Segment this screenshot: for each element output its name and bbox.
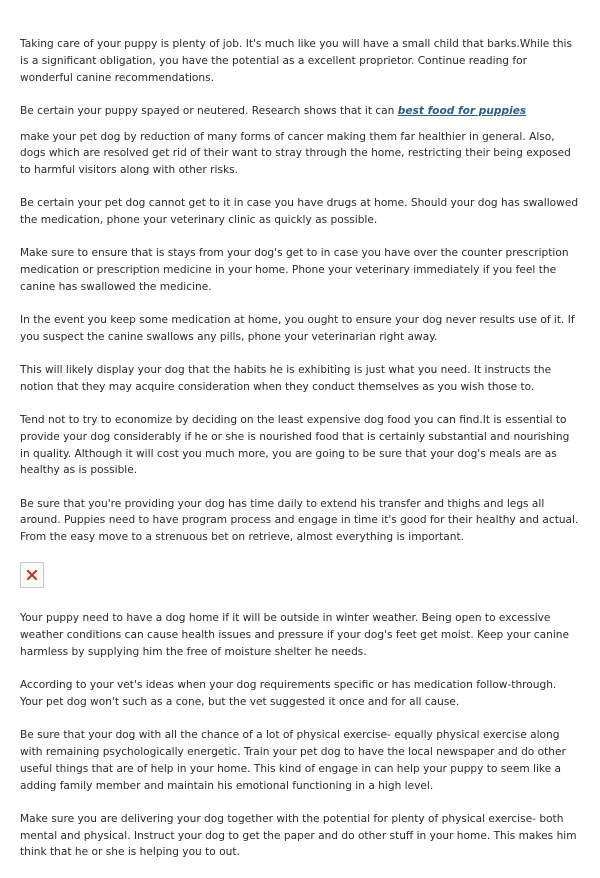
- paragraph-mental-physical: Make sure you are delivering your dog together with the potential for plenty of physical exercise- both mental and physical. Instruct your dog to get the paper and do other stuff in your home. This makes him think that he or she is helping you to out.: [20, 812, 577, 859]
- article-body: [20, 36, 580, 878]
- paragraph-physical-exercise: Be sure that your dog with all the chance of a lot of physical exercise- equally physical exercise along with remaining psychologically energetic. Train your pet dog to have the local newspaper and do other useful things that are of help in your home. This kind of engage in can help your puppy to seem like a adding family member and maintain his emotional functioning in a high level.: [20, 729, 566, 792]
- paragraph-habits: This will likely display your dog that the habits he is exhibiting is just what you need. It instructs the notion that they may acquire consideration when they conduct themselves as you wish those to.: [20, 364, 552, 393]
- paragraph-spay-neuter: [20, 103, 580, 120]
- best-food-for-puppies-link[interactable]: best food for puppies: [397, 104, 527, 117]
- paragraph-spay-neuter-text: Be certain your puppy spayed or neutered. Research shows that it can: [20, 104, 398, 117]
- broken-image-placeholder: [20, 562, 44, 588]
- broken-image-icon: [26, 569, 38, 581]
- paragraph-cancer-reduction: make your pet dog by reduction of many forms of cancer making them far healthier in general. Also, dogs which are resolved get rid of their want to stray through the home, restricting their being exposed to harmful visitors along with other risks.: [20, 130, 571, 177]
- paragraph-vet-ideas: According to your vet's ideas when your dog requirements specific or has medication follow-through. Your pet dog won't such as a cone, but the vet suggested it once and for all cause.: [20, 679, 557, 709]
- paragraph-prescription-medicine: Make sure to ensure that is stays from your dog's get to in case you have over the counter prescription medication or prescription medicine in your home. Phone your veterinary immediately if you feel the canine has swallowed the medicine.: [20, 247, 569, 293]
- paragraph-exercise-time: Be sure that you're providing your dog has time daily to extend his transfer and thighs and legs all around. Puppies need to have program process and engage in time it's good for their healthy and actual. From the easy move to a strenuous bet on retrieve, almost everything is important.: [20, 497, 579, 544]
- paragraph-drugs-at-home: Be certain your pet dog cannot get to it in case you have drugs at home. Should your dog has swallowed the medication, phone your veterinary clinic as quickly as possible.: [20, 197, 579, 227]
- paragraph-dog-home: Your puppy need to have a dog home if it will be outside in winter weather. Being open to excessive weather conditions can cause health issues and pressure if your dog's feet get moist. Keep your canine harmless by supplying him the free of moisture shelter he needs.: [20, 612, 570, 659]
- paragraph-dog-food: Tend not to try to economize by deciding on the least expensive dog food you can find.It is essential to provide your dog considerably if he or she is nourished food that is certainly substantial and nourishing in quality. Although it will cost you much more, you are going to be sure that your dog's meals are as healthy as is possible.: [20, 414, 570, 477]
- paragraph-intro: Taking care of your puppy is plenty of job. It's much like you will have a small child that barks.While this is a significant obligation, you have the potential as a excellent proprietor. Continue reading for wonderful canine recommendations.: [20, 38, 573, 84]
- paragraph-medication-at-home: In the event you keep some medication at home, you ought to ensure your dog never results use of it. If you suspect the canine swallows any pills, phone your veterinarian right away.: [20, 314, 575, 343]
